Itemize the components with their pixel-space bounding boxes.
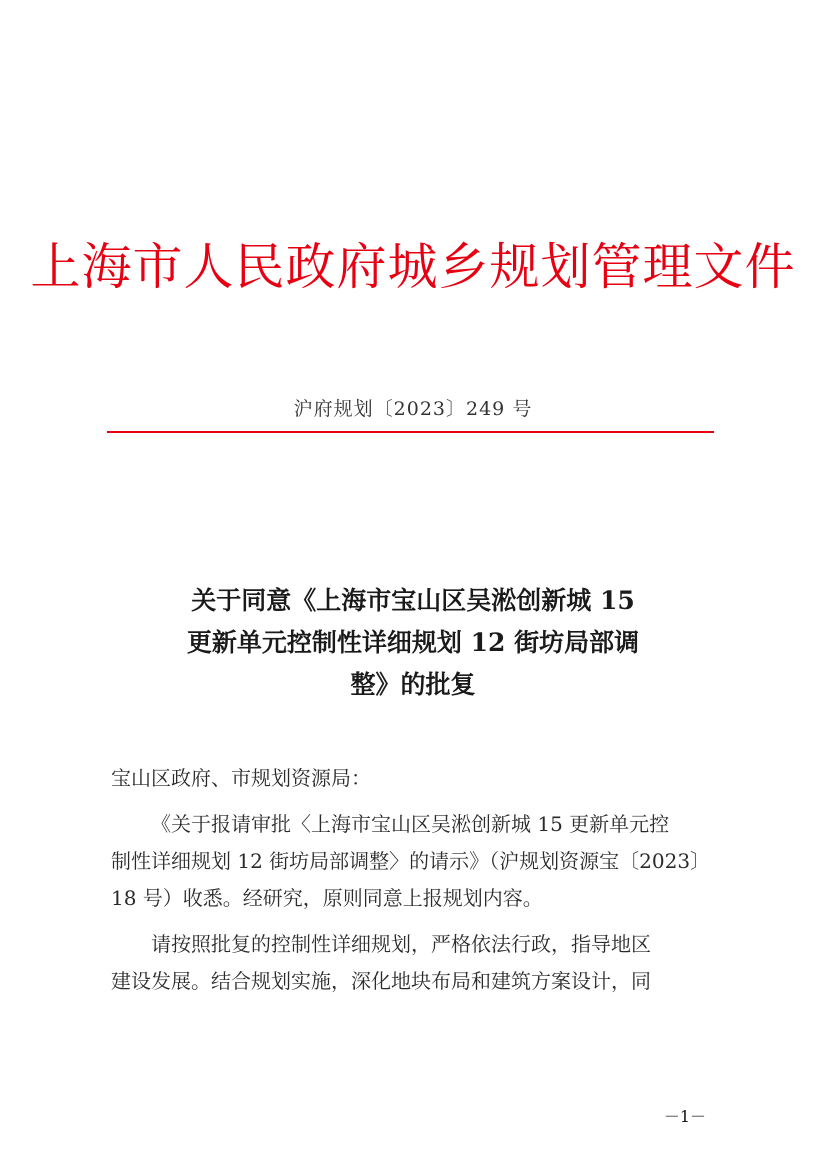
paragraph-line: 制性详细规划 12 街坊局部调整〉的请示》（沪规划资源宝〔2023〕 xyxy=(111,849,711,873)
subject-line: 关于同意《上海市宝山区吴淞创新城 15 xyxy=(191,586,635,615)
subject-line: 更新单元控制性详细规划 12 街坊局部调 xyxy=(186,628,640,657)
red-divider-line xyxy=(107,431,714,433)
document-subject xyxy=(0,580,826,706)
document-number: 沪府规划〔2023〕249 号 xyxy=(293,398,533,420)
subject-line: 整》的批复 xyxy=(350,670,476,699)
addressee: 宝山区政府、市规划资源局： xyxy=(111,766,371,790)
document-body xyxy=(111,760,716,1000)
page-number: －1－ xyxy=(663,1107,706,1126)
paragraph-line: 18 号）收悉。经研究，原则同意上报规划内容。 xyxy=(111,886,543,910)
paragraph-line: 建设发展。结合规划实施，深化地块布局和建筑方案设计，同 xyxy=(111,969,651,993)
paragraph-line: 《关于报请审批〈上海市宝山区吴淞创新城 15 更新单元控 xyxy=(151,812,670,836)
paragraph-line: 请按照批复的控制性详细规划，严格依法行政，指导地区 xyxy=(151,932,651,956)
document-header-title: 上海市人民政府城乡规划管理文件 xyxy=(30,238,796,296)
